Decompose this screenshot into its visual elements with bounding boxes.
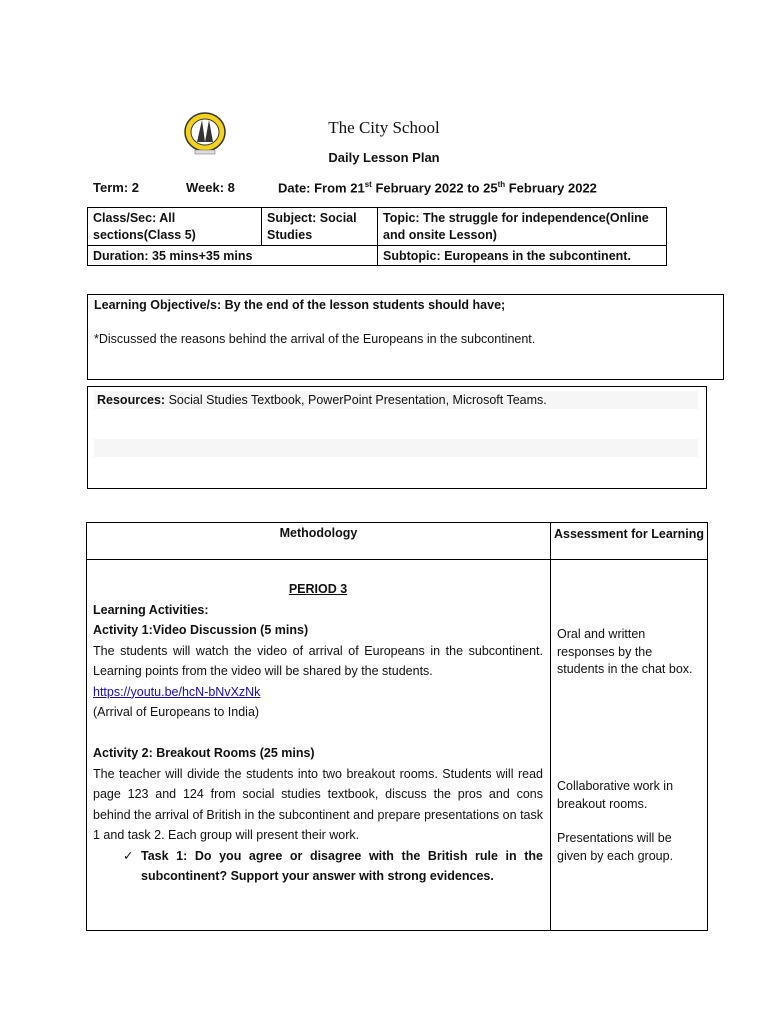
subject-cell: Subject: Social Studies	[267, 211, 357, 242]
objectives-heading: Learning Objective/s: By the end of the lesson students should have;	[94, 298, 506, 312]
objectives-box	[87, 294, 724, 380]
assessment-2: Collaborative work in breakout rooms.	[557, 779, 674, 811]
activity1-title: Activity 1:Video Discussion (5 mins)	[93, 623, 309, 637]
activity1-note: (Arrival of Europeans to India)	[93, 705, 260, 719]
info-table	[87, 207, 667, 266]
topic-cell: Topic: The struggle for independence(Online and onsite Lesson)	[383, 211, 649, 242]
plan-title: Daily Lesson Plan	[328, 150, 440, 165]
activity2-text: The teacher will divide the students into two breakout rooms. Students will read page 123 and 124 from social studies textbook, discuss the pros and cons behind the arrival of British in the subcontinent and prepare presentations on task 1 and task 2. Each group will present their work.	[93, 766, 543, 842]
objective-item: *Discussed the reasons behind the arrival of the Europeans in the subcontinent.	[94, 332, 536, 346]
activity2-title: Activity 2: Breakout Rooms (25 mins)	[93, 746, 315, 760]
duration-cell: Duration: 35 mins+35 mins	[93, 249, 253, 263]
resources-box	[87, 386, 707, 489]
class-sec-cell: Class/Sec: All sections(Class 5)	[93, 211, 196, 242]
learning-activities-heading: Learning Activities:	[93, 602, 209, 617]
methodology-table	[86, 522, 708, 931]
methodology-header: Methodology	[279, 526, 358, 540]
date-range: Date: From 21st February 2022 to 25th February 2022	[278, 180, 597, 196]
assessment-3: Presentations will be given by each group.	[557, 831, 674, 863]
task1-item	[93, 846, 543, 887]
assessment-1: Oral and written responses by the students in the chat box.	[557, 627, 693, 676]
school-name: The City School	[328, 118, 440, 137]
checkmark-icon: ✓	[123, 848, 134, 863]
assessment-header: Assessment for Learning	[553, 527, 705, 541]
week-label: Week: 8	[186, 180, 235, 195]
video-link[interactable]: https://youtu.be/hcN-bNvXzNk	[93, 684, 261, 699]
activity1-text: The students will watch the video of arrival of Europeans in the subcontinent. Learning points from the video will be shared by the students.	[93, 643, 543, 678]
methodology-content	[93, 579, 543, 887]
period-heading: PERIOD 3	[288, 582, 348, 596]
resources-text: Resources: Social Studies Textbook, PowerPoint Presentation, Microsoft Teams.	[97, 393, 547, 407]
term-label: Term: 2	[93, 180, 139, 195]
subtopic-cell: Subtopic: Europeans in the subcontinent.	[383, 249, 631, 263]
task1-text: Task 1: Do you agree or disagree with the British rule in the subcontinent? Support your answer with strong evidences.	[141, 848, 543, 883]
